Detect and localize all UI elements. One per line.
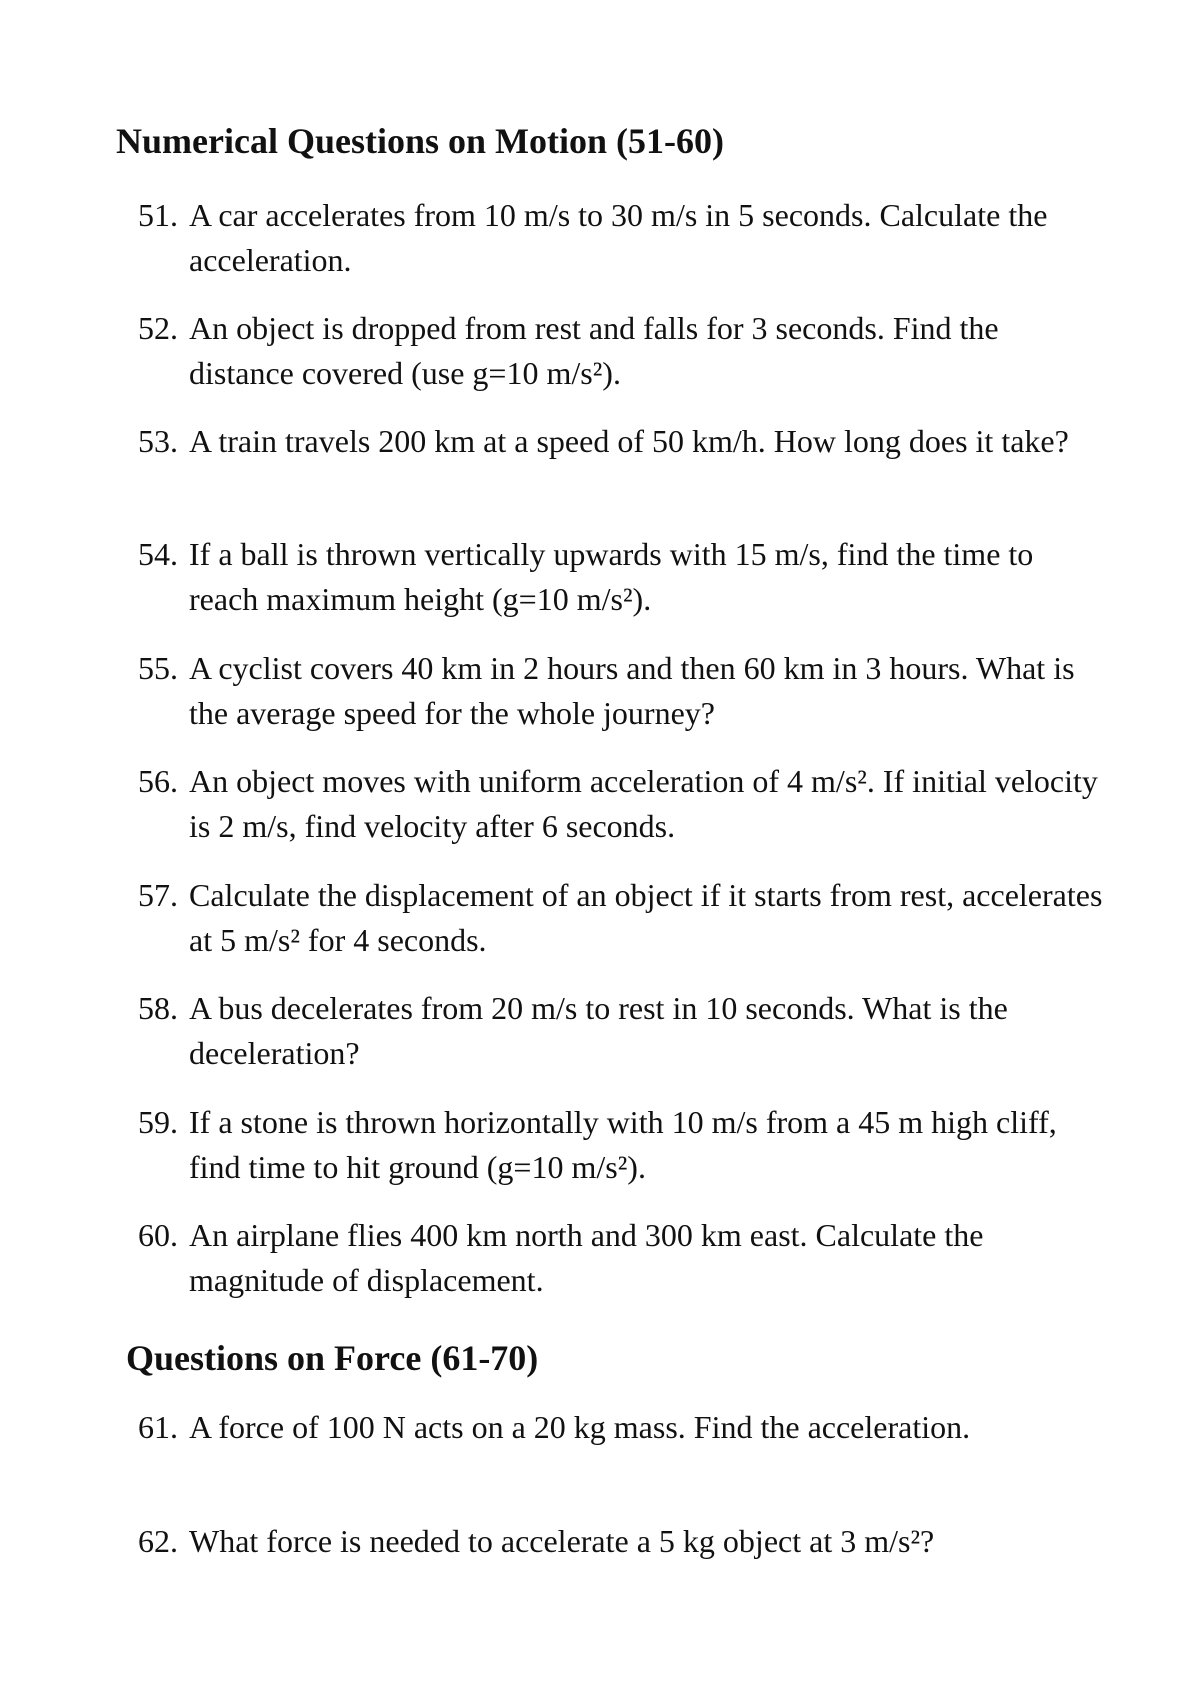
question-number: 61. (138, 1409, 178, 1445)
question-text: A car accelerates from 10 m/s to 30 m/s in 5 seconds. Calculate the acceleration. (189, 197, 1048, 278)
question-number: 58. (138, 990, 178, 1026)
question-text: Calculate the displacement of an object if it starts from rest, accelerates at 5 m/s² for 4 seconds. (189, 877, 1103, 958)
question-text: If a stone is thrown horizontally with 10 m/s from a 45 m high cliff, find time to hit ground (g=10 m/s²). (189, 1104, 1057, 1185)
question-number: 60. (138, 1217, 178, 1253)
question-text: What force is needed to accelerate a 5 kg object at 3 m/s²? (189, 1523, 935, 1559)
question-text: A train travels 200 km at a speed of 50 km/h. How long does it take? (189, 423, 1069, 459)
question-text: An object is dropped from rest and falls for 3 seconds. Find the distance covered (use g=10 m/s²). (189, 310, 999, 391)
question-text: If a ball is thrown vertically upwards with 15 m/s, find the time to reach maximum height (g=10 m/s²). (189, 536, 1034, 617)
question-text: A force of 100 N acts on a 20 kg mass. Find the acceleration. (189, 1409, 971, 1445)
question-number: 52. (138, 310, 178, 346)
question-number: 57. (138, 877, 178, 913)
question-number: 55. (138, 650, 178, 686)
question-text: A bus decelerates from 20 m/s to rest in 10 seconds. What is the deceleration? (189, 990, 1008, 1071)
question-number: 59. (138, 1104, 178, 1140)
question-number: 56. (138, 763, 178, 799)
section-heading-force: Questions on Force (61-70) (126, 1338, 539, 1378)
question-text: A cyclist covers 40 km in 2 hours and then 60 km in 3 hours. What is the average speed for the whole journey? (189, 650, 1075, 731)
question-text: An airplane flies 400 km north and 300 km east. Calculate the magnitude of displacement. (189, 1217, 984, 1298)
section-heading-motion: Numerical Questions on Motion (51-60) (116, 121, 724, 161)
question-number: 54. (138, 536, 178, 572)
question-number: 53. (138, 423, 178, 459)
question-number: 62. (138, 1523, 178, 1559)
question-text: An object moves with uniform acceleration of 4 m/s². If initial velocity is 2 m/s, find velocity after 6 seconds. (189, 763, 1098, 844)
question-number: 51. (138, 197, 178, 233)
